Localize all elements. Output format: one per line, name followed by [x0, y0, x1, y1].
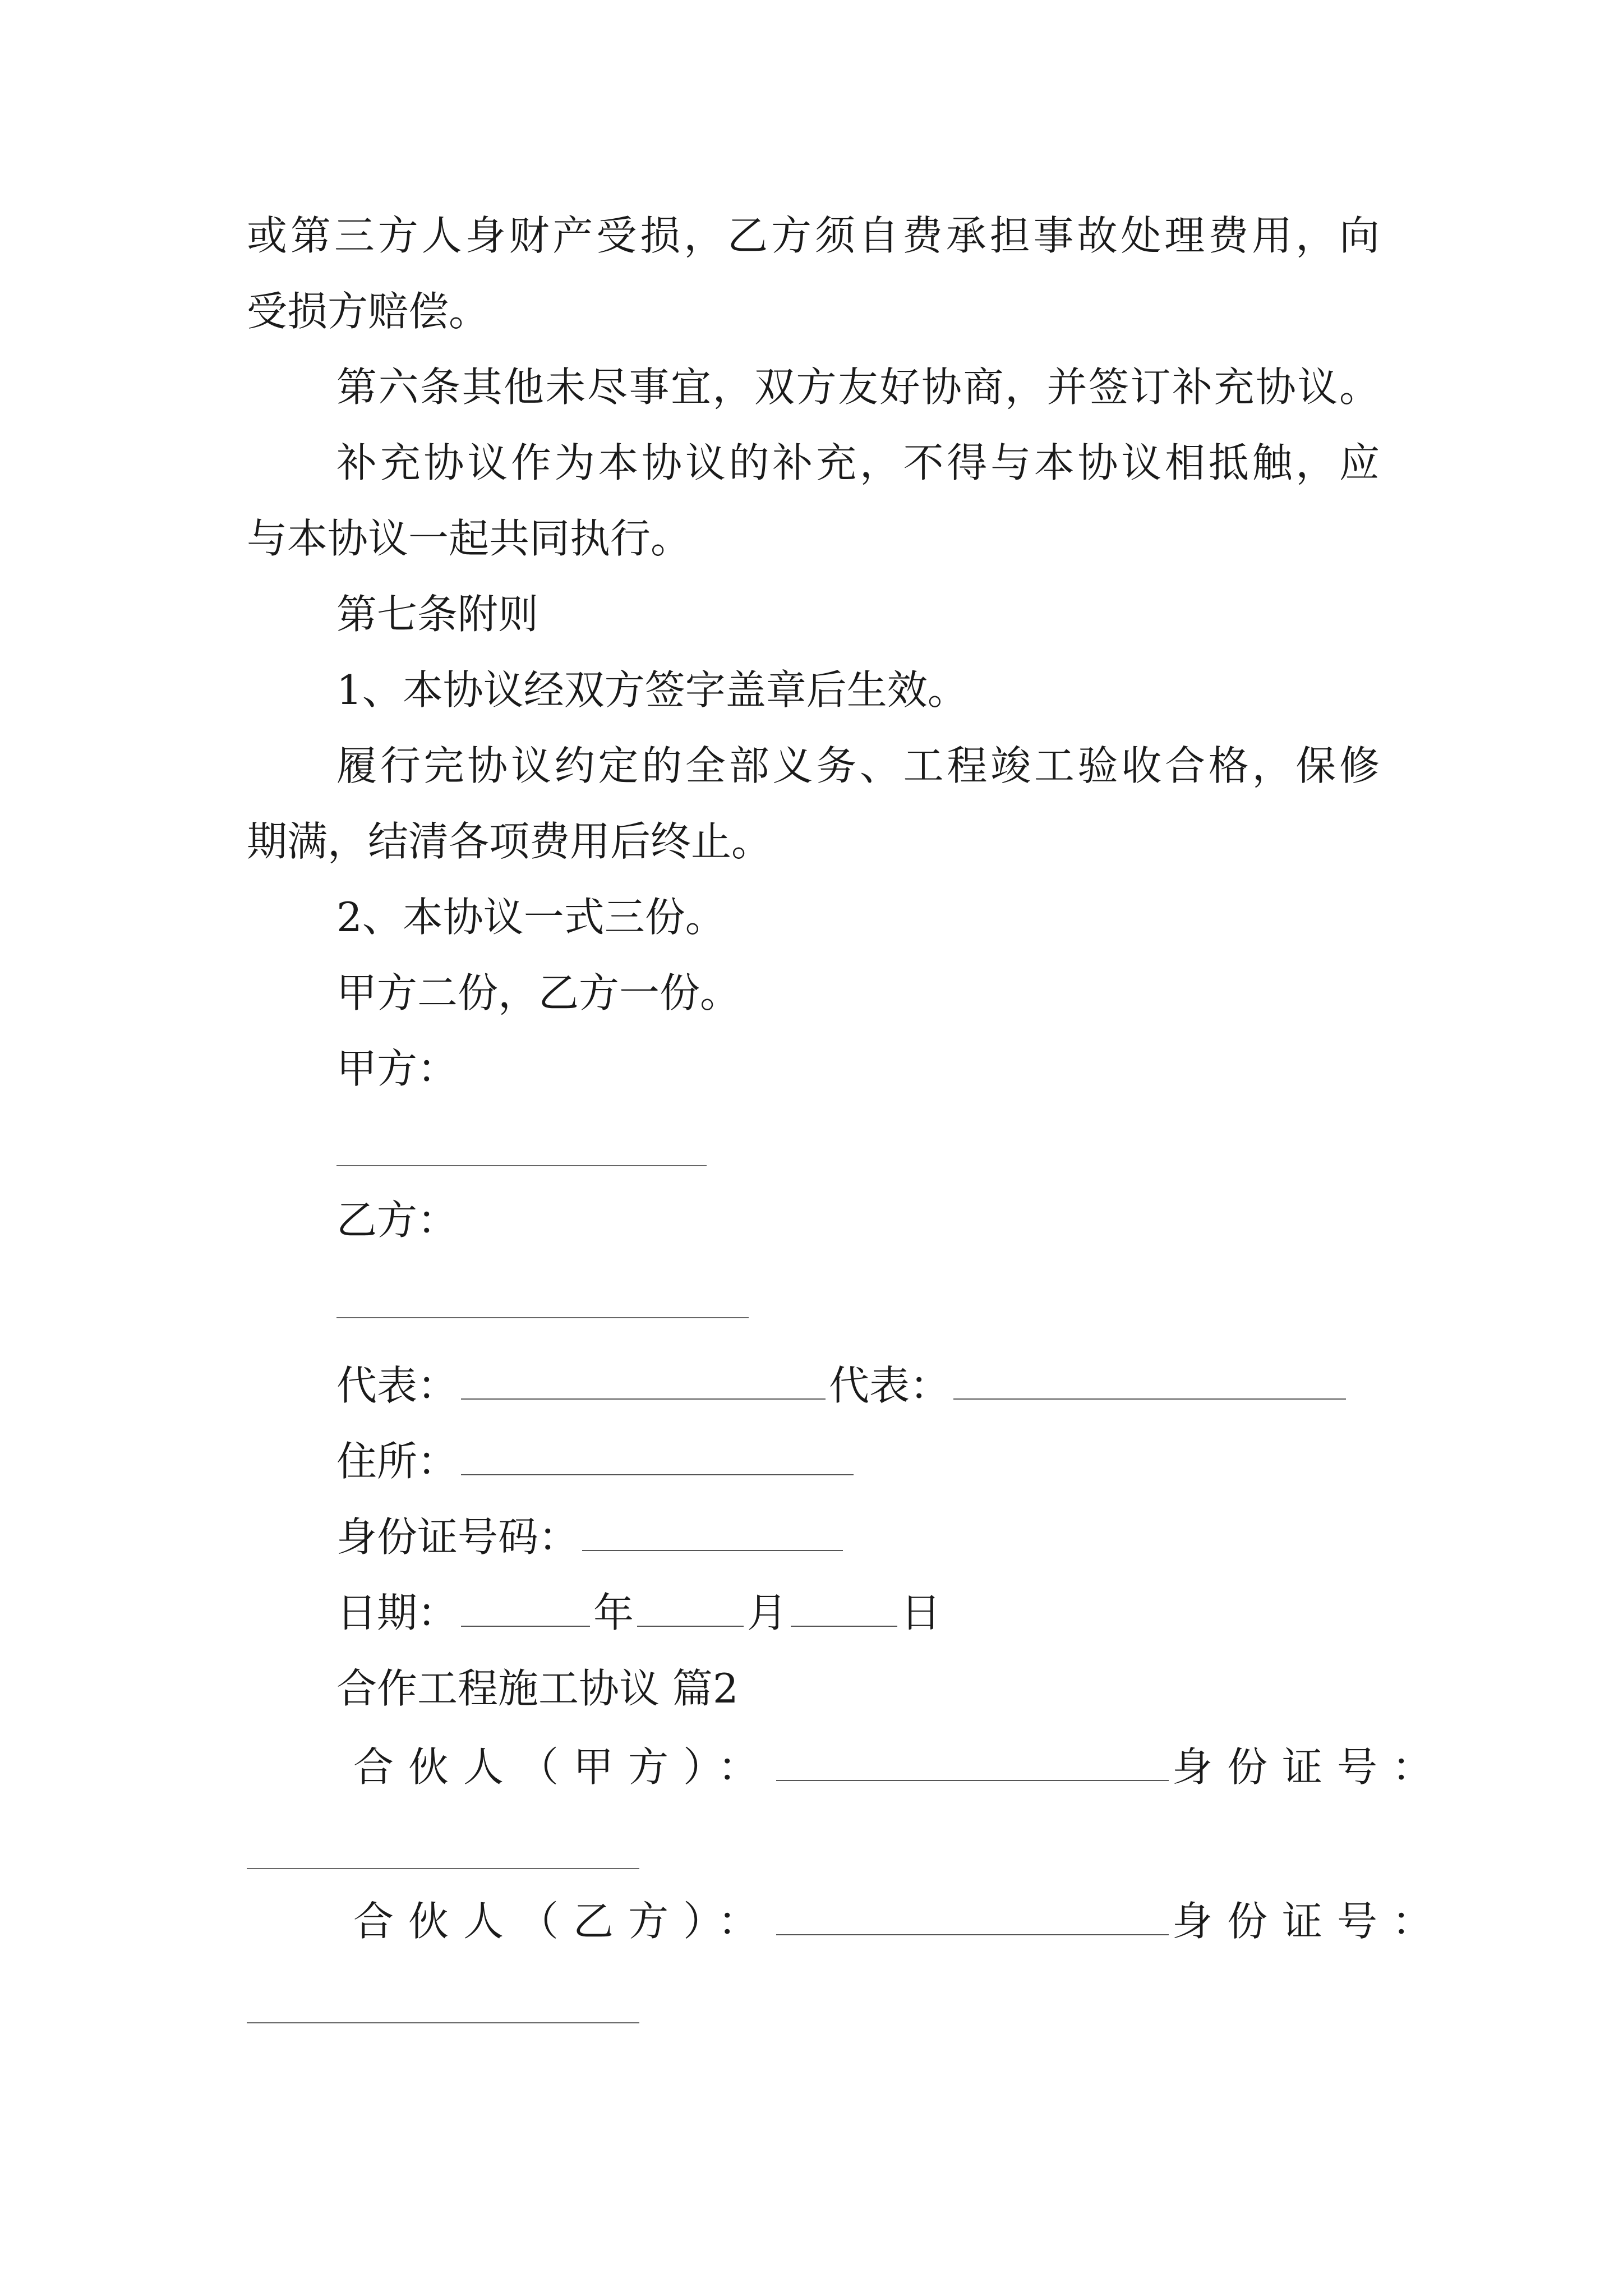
paragraph-line: 履行完协议约定的全部义务、工程竣工验收合格，保修: [336, 742, 1380, 789]
clause-item-2: 2、本协议一式三份。: [336, 894, 726, 941]
address-label: 住所：: [336, 1438, 458, 1485]
address-row: [336, 1433, 1380, 1489]
rep-b-blank: [953, 1363, 1346, 1400]
rep-label-b: 代表：: [829, 1362, 951, 1409]
date-label: 日期：: [336, 1589, 458, 1636]
article-6: 第六条其他未尽事宜，双方友好协商，并签订补充协议。: [336, 364, 1380, 411]
id-number-blank: [582, 1514, 843, 1551]
paragraph-line: 与本协议一起共同执行。: [247, 515, 691, 562]
copies-line: 甲方二份，乙方一份。: [336, 969, 741, 1016]
paragraph-line: 期满，结清各项费用后终止。: [247, 818, 772, 865]
partner-b-id-line: [247, 2022, 639, 2023]
section-2-title: 合作工程施工协议 篇2: [336, 1665, 739, 1712]
party-b-signature-line: [336, 1317, 749, 1318]
partner-b-label: 合伙人（乙方）：: [353, 1898, 773, 1945]
partner-b-blank: [776, 1898, 1169, 1935]
partner-a-label: 合伙人（甲方）：: [353, 1743, 773, 1791]
day-label: 日: [901, 1589, 942, 1636]
partner-b-row: [353, 1893, 1447, 1949]
year-label: 年: [593, 1589, 634, 1636]
id-number-label: 身份证号码：: [336, 1513, 579, 1561]
partner-a-row: [353, 1739, 1447, 1795]
rep-a-blank: [461, 1363, 826, 1400]
month-blank: [637, 1590, 744, 1627]
partner-b-id-label: 身份证号：: [1172, 1898, 1447, 1945]
party-a-label: 甲方：: [336, 1045, 458, 1092]
id-number-row: [336, 1509, 1380, 1565]
partner-a-blank: [776, 1744, 1169, 1781]
month-label: 月: [747, 1589, 788, 1636]
date-row: [336, 1585, 1380, 1641]
paragraph-line: 受损方赔偿。: [247, 288, 490, 335]
partner-a-id-label: 身份证号：: [1172, 1743, 1447, 1791]
party-a-signature-line: [336, 1165, 707, 1166]
article-7-heading: 第七条附则: [336, 591, 539, 638]
year-blank: [461, 1590, 590, 1627]
address-blank: [461, 1438, 854, 1475]
representatives-row: [336, 1358, 1380, 1414]
paragraph-line: 补充协议作为本协议的补充，不得与本协议相抵触，应: [336, 439, 1380, 486]
day-blank: [791, 1590, 897, 1627]
rep-label-a: 代表：: [336, 1362, 458, 1409]
clause-item-1: 1、本协议经双方签字盖章后生效。: [336, 666, 968, 714]
partner-a-id-line: [247, 1868, 639, 1869]
party-b-label: 乙方：: [336, 1197, 458, 1244]
paragraph-line: 或第三方人身财产受损，乙方须自费承担事故处理费用，向: [247, 212, 1380, 259]
